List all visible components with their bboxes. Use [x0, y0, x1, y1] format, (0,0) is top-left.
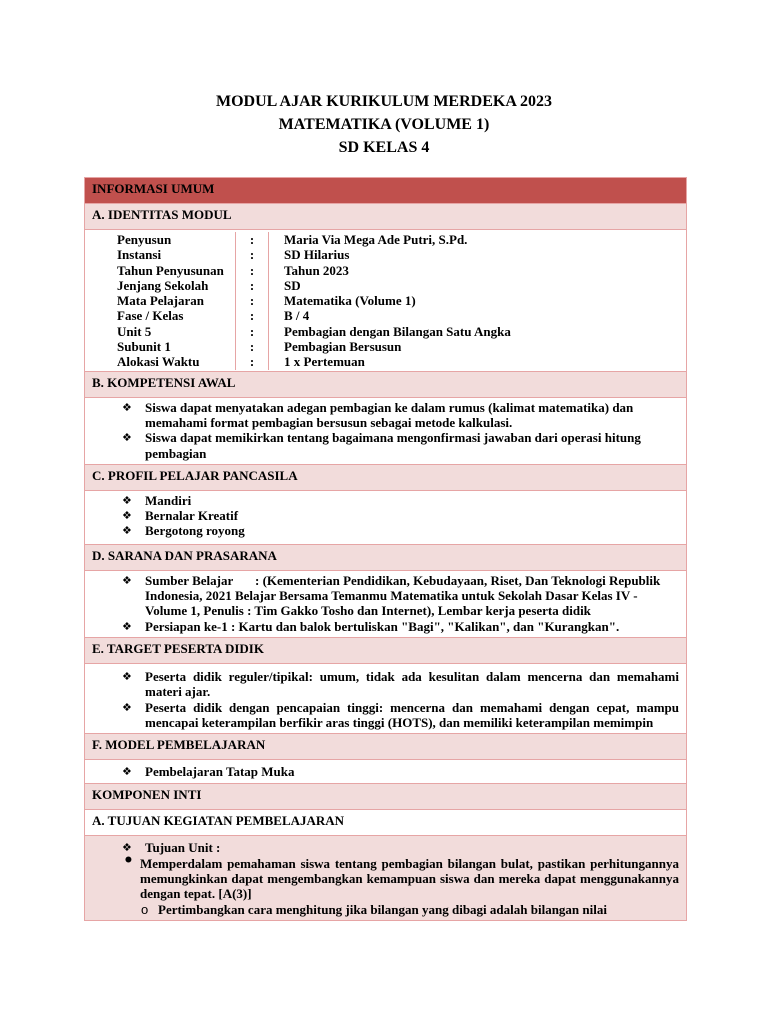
identity-labels: [85, 232, 236, 370]
list-item: ❖ Pembelajaran Tatap Muka: [122, 764, 679, 779]
list-item: ❖ Siswa dapat memikirkan tentang bagaimana mengonfirmasi jawaban dari operasi hitung pembagian: [122, 430, 679, 461]
module-table: [84, 177, 687, 921]
title-line-1: MODUL AJAR KURIKULUM MERDEKA 2023: [215, 93, 552, 110]
list-item: ❖ Bergotong royong: [122, 523, 679, 538]
colon: :: [249, 232, 255, 247]
identity-value: Tahun 2023: [284, 262, 349, 278]
colon: :: [249, 247, 255, 263]
model-list: [92, 764, 679, 779]
kompetensi-body: [85, 397, 687, 464]
identity-value: Pembagian Bersusun: [284, 339, 402, 355]
identitas-body: [85, 230, 687, 372]
section-kompetensi: [85, 371, 687, 397]
identity-value: SD Hilarius: [284, 247, 350, 263]
section-profil: [85, 464, 687, 490]
section-heading: KOMPONEN INTI: [85, 784, 687, 810]
identity-label: Penyusun: [117, 232, 172, 247]
colon: :: [249, 323, 255, 339]
section-informasi-umum: [85, 178, 687, 204]
identity-label: Alokasi Waktu: [117, 354, 200, 370]
sumber-label: Sumber Belajar: [145, 572, 234, 588]
colon: :: [249, 277, 255, 293]
section-heading: E. TARGET PESERTA DIDIK: [85, 637, 687, 663]
identity-label: Fase / Kelas: [117, 308, 184, 324]
section-heading: F. MODEL PEMBELAJARAN: [85, 734, 687, 760]
list-item: ❖ Mandiri: [122, 493, 679, 508]
title-line-3: SD KELAS 4: [338, 139, 430, 156]
sumber-value: : (Kementerian Pendidikan, Kebudayaan, Riset, Dan Teknologi Republik Indonesia, 2021 Belajar Bersama Temanmu Matematika untuk Sekolah Dasar Kelas IV - Volume 1, Penulis : Tim Gakko Tosho dan Internet), Lembar kerja peserta didik: [145, 572, 661, 619]
list-item: ❖ Bernalar Kreatif: [122, 508, 679, 523]
tujuan-list: [92, 840, 679, 916]
section-target: [85, 637, 687, 663]
identity-label: Mata Pelajaran: [117, 293, 205, 309]
section-heading: D. SARANA DAN PRASARANA: [85, 544, 687, 570]
target-list: [92, 669, 679, 730]
list-item: o Pertimbangkan cara menghitung jika bilangan yang dibagi adalah bilangan nilai: [140, 902, 679, 917]
list-item: [122, 840, 679, 916]
identity-values: [269, 232, 686, 370]
section-heading: B. KOMPETENSI AWAL: [85, 371, 687, 397]
list-item: [123, 856, 679, 917]
colon: :: [249, 354, 255, 370]
section-model: [85, 734, 687, 760]
target-body: [85, 663, 687, 733]
tujuan-point: Memperdalam pemahaman siswa tentang pembagian bilangan bulat, pastikan perhitungannya memungkinkan dapat mengembangkan kemampuan siswa dan mereka dapat menggunakannya dengan tepat. [A(3)]: [140, 855, 679, 902]
identity-label: Tahun Penyusunan: [117, 262, 224, 278]
colon: :: [249, 262, 255, 278]
colon: :: [249, 293, 255, 309]
sarana-body: [85, 570, 687, 637]
section-komponen-inti: [85, 784, 687, 810]
identity-label: Subunit 1: [117, 339, 171, 355]
list-item: ❖ Peserta didik reguler/tipikal: umum, tidak ada kesulitan dalam mencerna dan memahami materi ajar.: [122, 669, 679, 700]
list-item: ❖ Persiapan ke-1 : Kartu dan balok bertuliskan "Bagi", "Kalikan", dan "Kurangkan".: [122, 619, 679, 634]
identity-value: B / 4: [284, 308, 310, 324]
identity-value: Matematika (Volume 1): [284, 293, 416, 309]
section-identitas: [85, 204, 687, 230]
section-heading: INFORMASI UMUM: [85, 178, 687, 204]
tujuan-points: [105, 856, 679, 917]
identity-value: SD: [284, 277, 301, 293]
sarana-list: [92, 573, 679, 634]
list-item: ❖ Peserta didik dengan pencapaian tinggi: mencerna dan memahami dengan cepat, mampu mencapai keterampilan berfikir aras tinggi (HOTS), dan memiliki keterampilan memimpin: [122, 700, 679, 731]
identity-label: Unit 5: [117, 323, 152, 339]
section-heading: C. PROFIL PELAJAR PANCASILA: [85, 464, 687, 490]
section-heading: A. TUJUAN KEGIATAN PEMBELAJARAN: [85, 810, 687, 836]
list-item: [122, 573, 679, 619]
identity-colons: [236, 232, 269, 370]
colon: :: [249, 339, 255, 355]
model-body: [85, 760, 687, 784]
identity-value: Pembagian dengan Bilangan Satu Angka: [284, 323, 511, 339]
kompetensi-list: [92, 400, 679, 461]
tujuan-subpoints: [140, 902, 679, 917]
identity-label: Instansi: [117, 247, 162, 263]
profil-list: [92, 493, 679, 539]
identity-label: Jenjang Sekolah: [117, 277, 209, 293]
tujuan-body: [85, 836, 687, 920]
title-line-2: MATEMATIKA (VOLUME 1): [278, 116, 490, 133]
section-heading: A. IDENTITAS MODUL: [85, 204, 687, 230]
profil-body: [85, 490, 687, 544]
section-sarana: [85, 544, 687, 570]
identity-value: Maria Via Mega Ade Putri, S.Pd.: [284, 232, 468, 247]
colon: :: [249, 308, 255, 324]
identity-value: 1 x Pertemuan: [284, 354, 365, 370]
tujuan-unit-label: Tujuan Unit :: [145, 840, 221, 856]
section-tujuan: [85, 810, 687, 836]
identity-grid: [85, 232, 686, 370]
list-item: ❖ Siswa dapat menyatakan adegan pembagian ke dalam rumus (kalimat matematika) dan memahami format pembagian bersusun sebagai metode kalkulasi.: [122, 400, 679, 431]
document-title: [0, 90, 768, 159]
